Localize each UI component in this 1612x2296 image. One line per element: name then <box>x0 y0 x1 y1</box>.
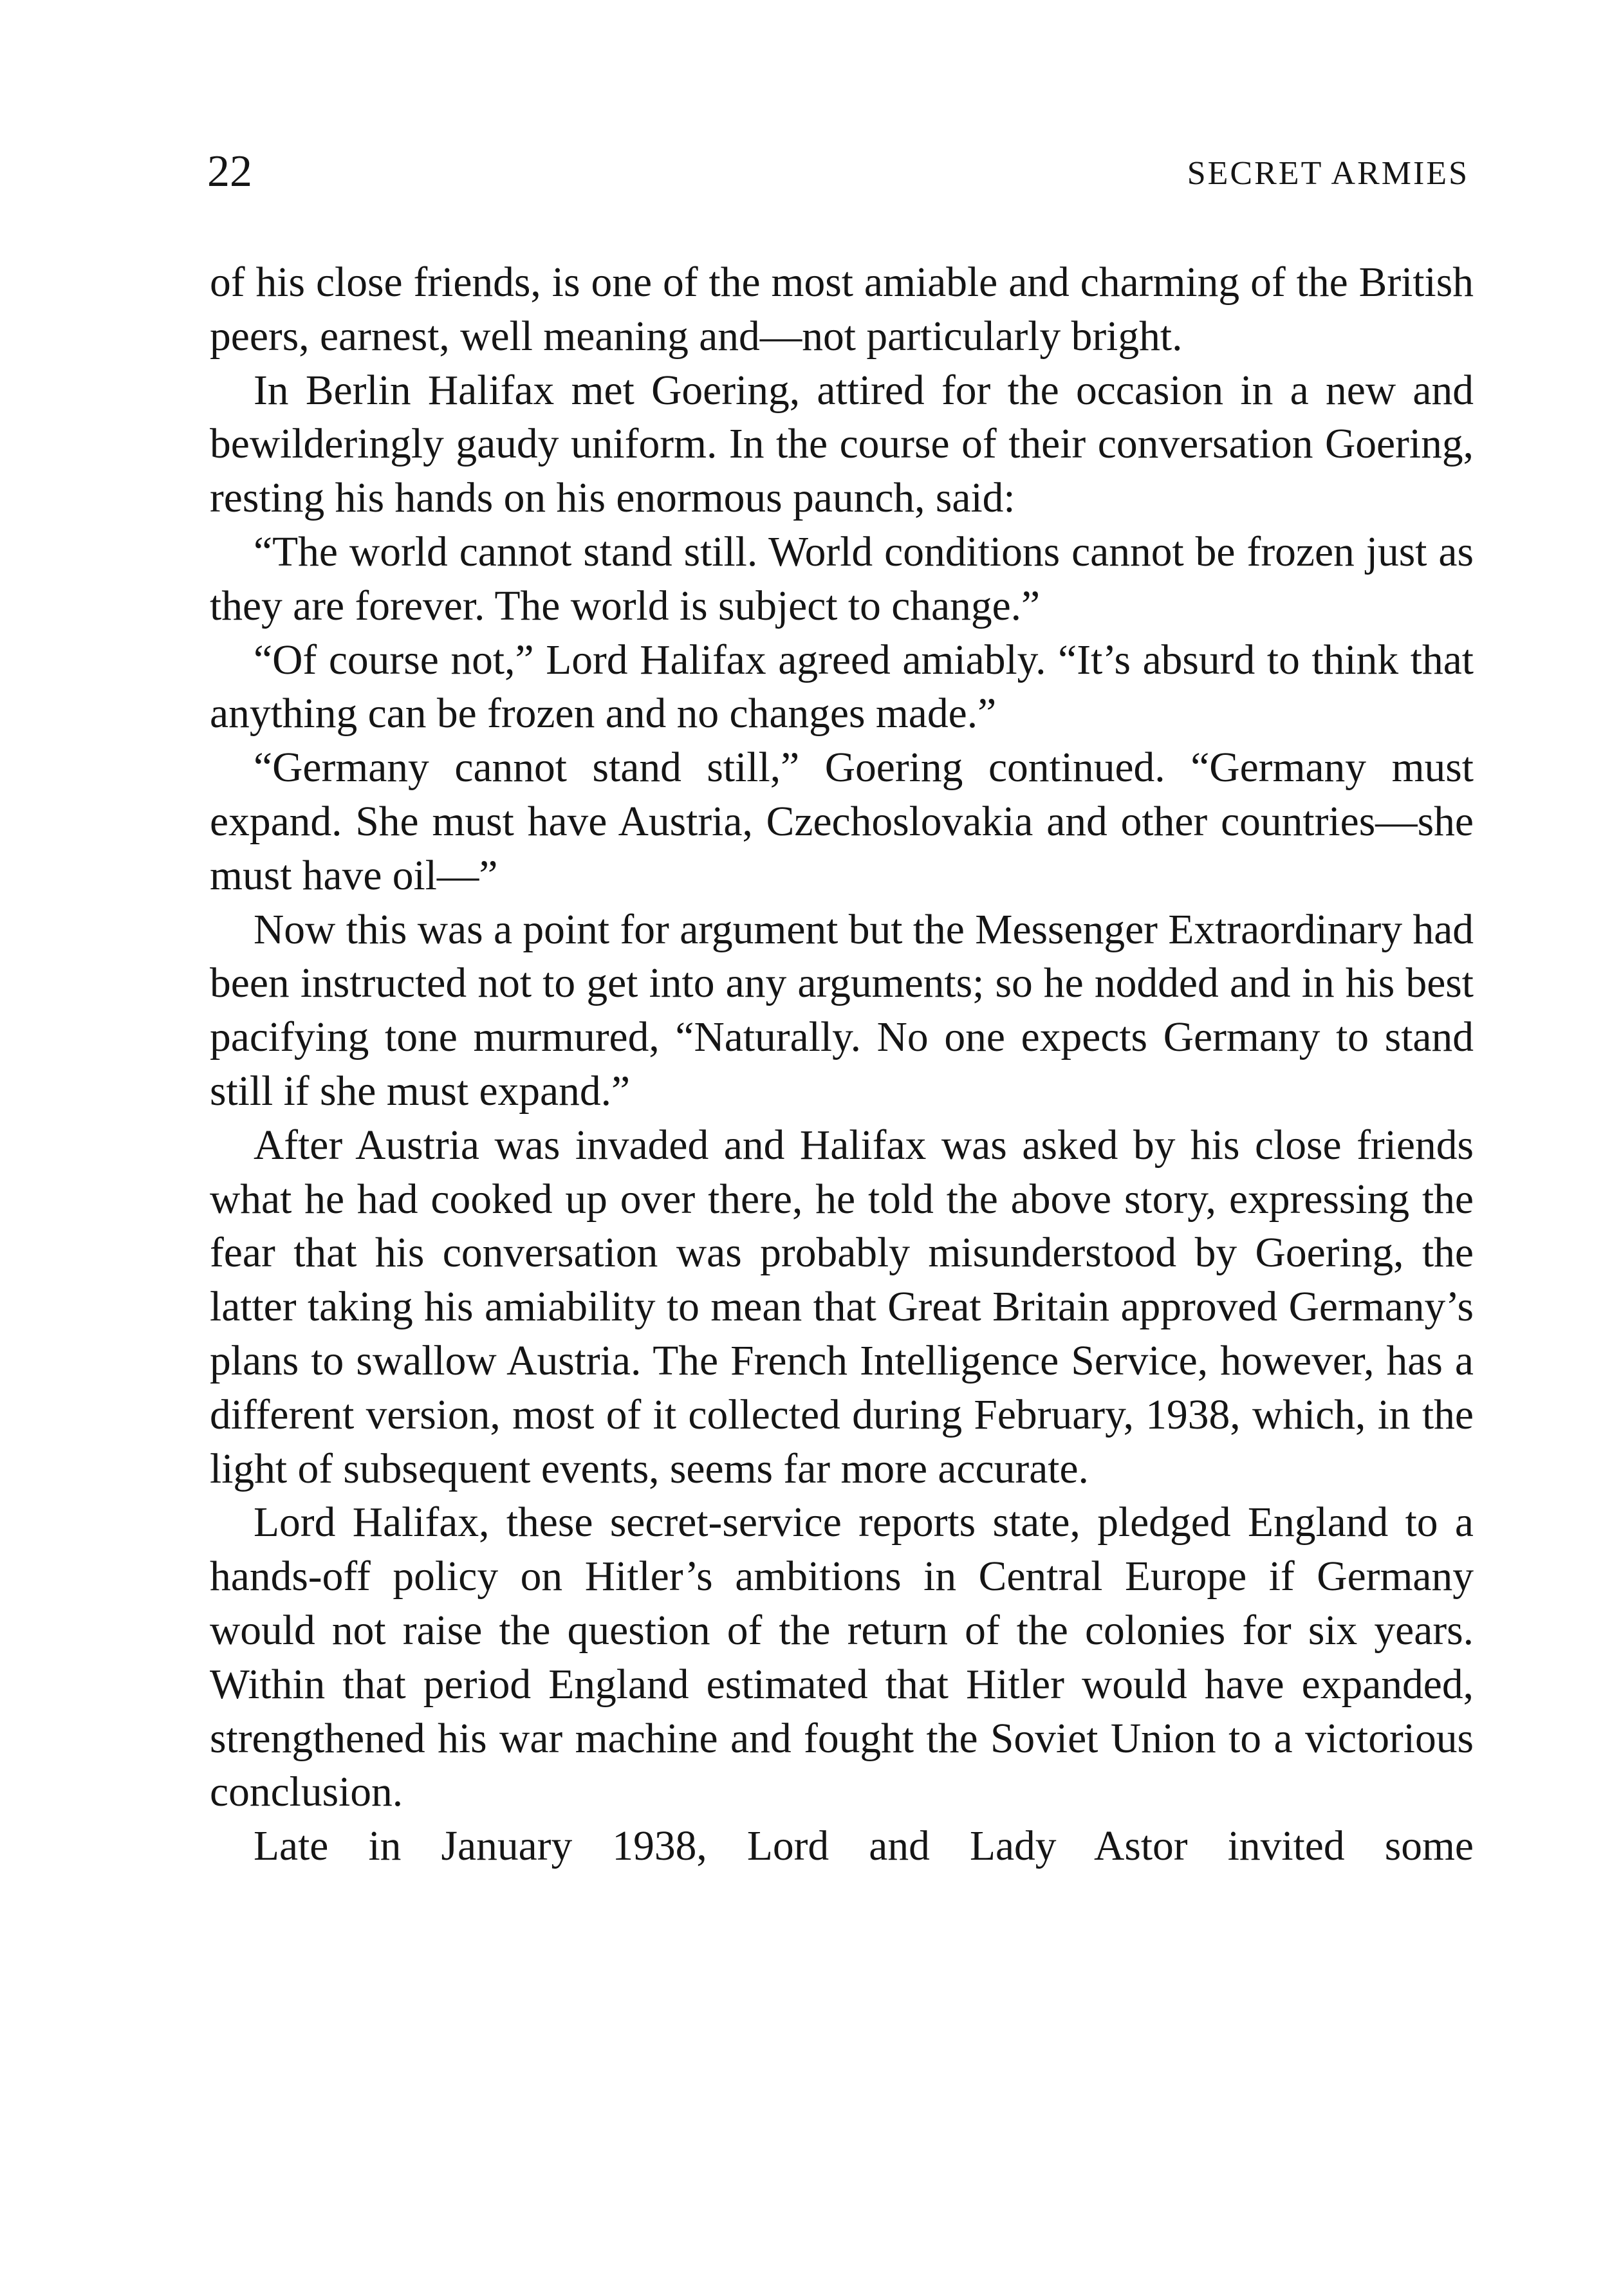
paragraph: of his close friends, is one of the most amiable and charming of the British peers, earnest, well meaning and—not particularly bright. <box>210 259 1474 360</box>
page-header <box>207 143 1469 201</box>
paragraph: “Of course not,” Lord Halifax agreed amiably. “It’s absurd to think that anything can be frozen and no changes made.” <box>210 636 1474 737</box>
paragraph: In Berlin Halifax met Goering, attired for the occasion in a new and bewilderingly gaudy uniform. In the course of their conversation Goering, resting his hands on his enormous paunch, said: <box>210 367 1474 522</box>
running-head: SECRET ARMIES <box>1187 155 1469 192</box>
body-text <box>210 256 1474 1874</box>
paragraph: “The world cannot stand still. World conditions cannot be frozen just as they are forever. The world is subject to change.” <box>210 528 1474 629</box>
paragraph: After Austria was invaded and Halifax was asked by his close friends what he had cooked up over there, he told the above story, expressing the fear that his conversation was probably misunderstood by Goering, the latter taking his amiability to mean that Great Britain approved Germany’s plans to swallow Austria. The French Intelligence Service, however, has a different version, most of it collected during February, 1938, which, in the light of subsequent events, seems far more accurate. <box>210 1122 1474 1492</box>
paragraph: “Germany cannot stand still,” Goering continued. “Germany must expand. She must have Austria, Czechoslovakia and other countries—she must have oil—” <box>210 745 1474 899</box>
paragraph: Late in January 1938, Lord and Lady Astor invited some <box>254 1823 1474 1870</box>
paragraph: Now this was a point for argument but the Messenger Extraordinary had been instructed not to get into any arguments; so he nodded and in his best pacifying tone murmured, “Naturally. No one expects Germany to stand still if she must expand.” <box>210 906 1474 1115</box>
page-number: 22 <box>207 147 252 196</box>
paragraph: Lord Halifax, these secret-service reports state, pledged England to a hands-off policy on Hitler’s ambitions in Central Europe if Germany would not raise the question of the return of the colonies for six years. Within that period England estimated that Hitler would have expanded, strengthened his war machine and fought the Soviet Union to a victorious conclusion. <box>210 1499 1474 1816</box>
